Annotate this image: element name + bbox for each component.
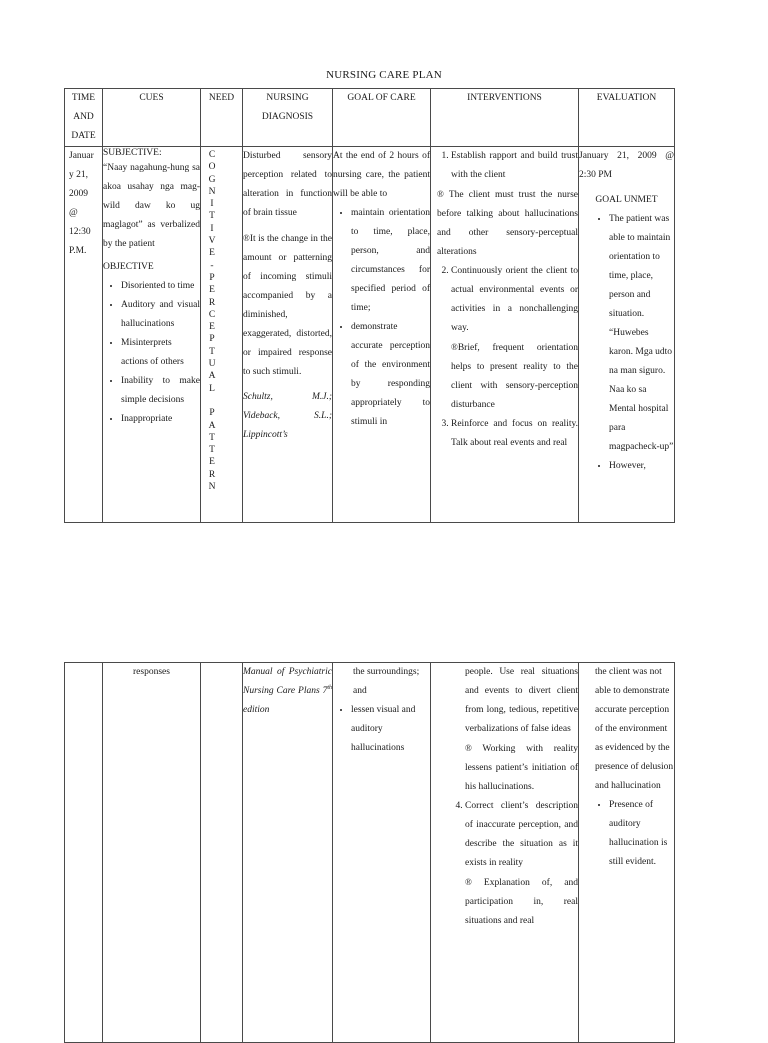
need-letter: R (208, 469, 216, 480)
need-letter: T (209, 211, 215, 222)
need-letter: O (208, 162, 216, 173)
intervention-item: 1. Establish rapport and build trust with the client (451, 147, 578, 185)
need-letter: T (209, 346, 215, 357)
intervention-rationale: ® Working with reality lessens patient’s initiation of his hallucinations. (465, 743, 578, 792)
evaluation-list (579, 210, 674, 476)
need-letter: A (208, 371, 216, 382)
evaluation-status: GOAL UNMET (595, 195, 658, 205)
header-need: NEED (201, 89, 243, 147)
table-row (65, 663, 675, 1043)
need-letter: V (208, 236, 216, 247)
need-letter: I (210, 199, 214, 210)
intervention-item: 2. Continuously orient the client to actual environmental events or activities in a nonchallenging way. ®Brief, frequent orientation helps to present reality to the client with sensory-perception disturbance (451, 262, 578, 415)
need-letter: G (208, 174, 216, 185)
evaluation-date: January 21, 2009 @ 2:30 PM (579, 151, 674, 180)
evaluation-continued: the client was not able to demonstrate accurate perception of the environment as evidenced by the presence of delusion and hallucination (595, 667, 674, 791)
cues-cell (103, 147, 201, 523)
evaluation-cell (579, 147, 675, 523)
care-plan-table (64, 88, 675, 523)
need-cell (201, 663, 243, 1043)
table-row (65, 147, 675, 523)
list-item: • lessen visual and auditory hallucinations (351, 701, 430, 758)
care-plan-table-continued (64, 662, 675, 1043)
need-letter: P (209, 334, 215, 345)
need-letter: L (209, 383, 215, 394)
interventions-list (431, 147, 578, 185)
interventions-list (431, 797, 578, 931)
need-letter: N (208, 482, 216, 493)
subjective-text: “Naay nagahung-hung sa akoa usahay nga mag-wild daw ko ug maglagot” as verbalized by the patient (103, 163, 200, 249)
time-cell: Januar y 21, 2009 @ 12:30 P.M. (65, 147, 103, 523)
list-item: • maintain orientation to time, place, person, and circumstances for specified period of time; (351, 204, 430, 318)
need-letter: - (210, 260, 214, 271)
cues-cell (103, 663, 201, 1043)
goal-cell (333, 663, 431, 1043)
header-interventions: INTERVENTIONS (431, 89, 579, 147)
need-letter: N (208, 186, 216, 197)
list-item: • However, (609, 457, 674, 476)
objective-list (103, 277, 200, 429)
evaluation-list (579, 796, 674, 872)
need-letter: C (208, 150, 216, 160)
header-cues: CUES (103, 89, 201, 147)
header-time: TIME AND DATE (65, 89, 103, 147)
need-cell (201, 147, 243, 523)
goal-intro: At the end of 2 hours of nursing care, the patient will be able to (333, 151, 430, 199)
need-letter: P (209, 272, 215, 283)
diagnosis-statement: Disturbed sensory perception related to alteration in function of brain tissue (243, 151, 332, 218)
goal-list (333, 204, 430, 432)
list-item: • Auditory and visual hallucinations (121, 296, 200, 334)
list-item: • The patient was able to maintain orientation to time, place, person and situation. “Huwebes karon. Mga udto na man siguro. Naa ko sa Mental hospital para magpacheck-up” (609, 210, 674, 457)
need-letter: I (210, 223, 214, 234)
interventions-cell (431, 147, 579, 523)
goal-list (333, 701, 430, 758)
diagnosis-cell (243, 663, 333, 1043)
need-letter: A (208, 420, 216, 431)
header-row (65, 89, 675, 147)
intervention-item: 3. Reinforce and focus on reality. Talk about real events and real (451, 415, 578, 453)
diagnosis-reference: Schultz, M.J.; Videback, S.L.; Lippincott’s (243, 392, 332, 440)
evaluation-cell (579, 663, 675, 1043)
list-item: • Misinterprets actions of others (121, 334, 200, 372)
interventions-cell (431, 663, 579, 1043)
need-letter: R (208, 297, 216, 308)
diagnosis-cell (243, 147, 333, 523)
need-vertical-text (205, 147, 219, 493)
need-letter: T (209, 432, 215, 443)
need-letter: E (209, 322, 215, 333)
intervention-rationale: ® The client must trust the nurse before talking about hallucinations and other sensory-perceptual alterations (437, 189, 578, 257)
cues-continued: responses (133, 667, 170, 677)
intervention-rationale: ® Explanation of, and participation in, real situations and real (465, 877, 578, 926)
goal-cell (333, 147, 431, 523)
need-letter (205, 395, 219, 407)
diagnosis-reference: Manual of Psychiatric Nursing Care Plans 7th edition (243, 667, 332, 715)
objective-label: OBJECTIVE (103, 262, 154, 272)
intervention-rationale: ®Brief, frequent orientation helps to present reality to the client with sensory-perception disturbance (451, 342, 578, 410)
intervention-continued: people. Use real situations and events to divert client from long, tedious, repetitive verbalizations of false ideas (465, 667, 578, 734)
list-item: • demonstrate accurate perception of the environment by responding appropriately to stimuli in (351, 318, 430, 432)
list-item: • Inability to make simple decisions (121, 372, 200, 410)
diagnosis-rationale: ®It is the change in the amount or patterning of incoming stimuli accompanied by a diminished, exaggerated, distorted, or impaired response to such stimuli. (243, 233, 332, 377)
need-letter: U (208, 359, 216, 370)
need-letter: E (209, 248, 215, 259)
need-letter: C (208, 309, 216, 320)
need-letter: T (209, 445, 215, 456)
need-letter: P (209, 408, 215, 419)
interventions-list (431, 262, 578, 453)
header-goal: GOAL OF CARE (333, 89, 431, 147)
list-item: • Inappropriate (121, 410, 200, 429)
page-title: NURSING CARE PLAN (326, 69, 442, 81)
header-evaluation: EVALUATION (579, 89, 675, 147)
goal-continued: the surroundings; and (353, 667, 420, 696)
need-letter: E (209, 457, 215, 468)
intervention-item: 4. Correct client’s description of inaccurate perception, and describe the situation as it exists in reality ® Explanation of, and participation in, real situations and real (465, 797, 578, 931)
subjective-label: SUBJECTIVE: (103, 148, 162, 158)
list-item: • Presence of auditory hallucination is still evident. (609, 796, 674, 872)
time-cell (65, 663, 103, 1043)
header-diagnosis: NURSING DIAGNOSIS (243, 89, 333, 147)
list-item: • Disoriented to time (121, 277, 200, 296)
need-letter: E (209, 285, 215, 296)
